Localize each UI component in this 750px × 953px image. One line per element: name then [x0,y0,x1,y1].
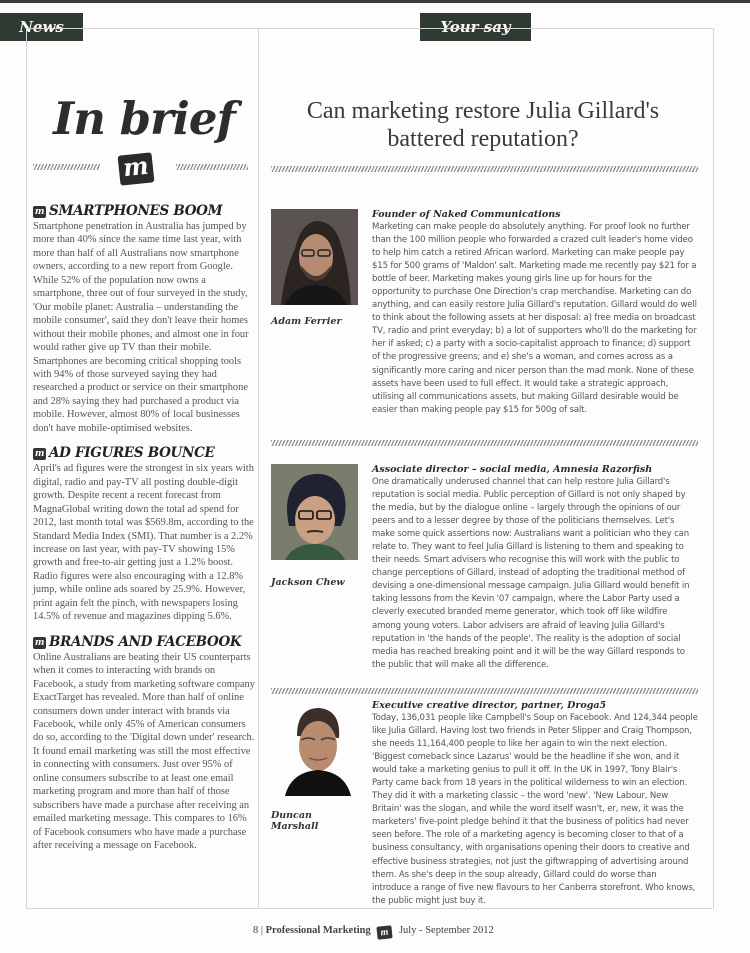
hatch-rule [271,440,698,446]
brief-item [33,203,257,435]
author-name: Duncan Marshall [271,810,319,832]
portrait-jackson-chew [271,464,358,560]
entry-text: Marketing can make people do absolutely anything. For proof look no further than the 100 million people who forwarded a crazed cult leader's home video to help him catch a retired African warlord. Marketing can make people pay $15 for 500 grams of 'Maldon' salt. Marketing made me recently pay $21 for a bottle of beer. Marketing makes young girls line up for hours for the opportunity to purchase One Direction's crap merchandise. Marketing can do anything, and can easily restore Julia Gillard's reputation. Gillard would do well to think about the following assets at her disposal: a) free media on broadcast TV, radio and print everyday; b) a lot of supporters who'll do the marketing for her if asked; c) a party with a socio-capitalist approach to finance; d) support of the progressive greens; and e) she's a woman, and comes across as a significantly more caring and nicer person than the mad monk. None of these assets have been used to full effect. It would take a strategic approach, utilising all communications assets, but making Gillard desirable would be easier than making people pay $15 for 500g of salt. [372,222,697,415]
m-bullet-icon: m [34,637,45,648]
brief-heading-text: AD FIGURES BOUNCE [49,445,215,462]
entry-body [372,700,698,908]
footer-separator: | [260,925,263,936]
hatch-rule [271,688,698,694]
author-role: Associate director – social media, Amnesia Razorfish [372,464,653,475]
m-logo-icon: m [118,152,155,185]
brief-item [33,634,257,853]
entry-text: One dramatically underused channel that can help restore Julia Gillard's reputation is social media. Public perception of Gillard is not only shaped by the media, but by the dialogue online – largely through the opinions of our peers and to a lesser degree by those of the politicians themselves. Let's make some quick assertions now: Australians want a politician who they can relate to. They want to feel Julia Gillard is listening to them and speaking to their needs. Smart advisers who recognise this will work with the public to change perceptions of Gillard, instead of adopting the traditional method of devising a one-dimensional message campaign. Julia Gillard would benefit in taking lessons from the Kevin '07 campaign, where the Labor Party used a cleverly executed branded meme generator, which took off like wildfire among young voters. Labor advisers are afraid of leaving Julia Gillard's reputation in 'the hands of the people'. The reality is the adoption of social media has reached breaking point and it will be the way Gillard responds to the public that will make all the difference. [372,477,690,670]
author-name: Jackson Chew [271,577,345,588]
portrait-photo [271,700,358,796]
brief-item [33,445,257,623]
author-role: Founder of Naked Communications [372,209,561,220]
brief-body: Smartphone penetration in Australia has jumped by more than 40% since the same time last year, with more than half of all Australians now smartphone owners, according to a new report from Google. While 52% of the population now owns a smartphone, three out of four surveyed in the study, 'Our mobile planet: Australia – understanding the mobile consumer', said they don't leave their homes without their mobile phones, and almost one in four would rather give up TV than their mobile. Smartphones are becoming critical shopping tools with 94% of those surveyed saying they had researched a product or service on their smartphone and 28% saying they had purchased a product via mobile. However, almost 80% of local businesses don't have mobile-optimised websites. [33,221,249,434]
section-tag-your-say: Your say [420,13,531,41]
brief-heading [33,203,257,220]
hatch-rule [176,164,248,170]
brief-body: April's ad figures were the strongest in six years with digital, radio and pay-TV all posting double-digit growth. Despite recent a recent forecast from MagnaGlobal writing down the total ad spend for 2012, last month total was $569.8m, according to the Standard Media Index (SMI). That number is a 2.2% increase on last year, with pay-TV showing 15% growth and free-to-air getting just a 1.2% boost. Radio figures were also encouraging with a 12.8% jump, while online ads soared by 25.9%. However, print again felt the pinch, with newspapers losing 14.5% of revenue and magazines dipping 5.6%. [33,463,254,623]
entry-body [372,464,698,672]
portrait-duncan-marshall [271,700,358,796]
entry-text: Today, 136,031 people like Campbell's Soup on Facebook. And 124,344 people like Julia Gillard. Having lost two friends in Peter Slipper and Craig Thompson, she needs 11,164,400 people to like her again to win the next election. 'Biggest comeback since Lazarus' would be the headline if she won, and it would take a marketing genius to pull it off. In the UK in 1997, Tony Blair's Party came back from 18 years in the political wilderness to win an election. They did it with a marketing classic – the word 'new'. 'New Labour, New Britain' was the slogan, and while the word itself wasn't, er, new, it was the marketers' five-point pledge behind it that the business of politics had never seen before. The role of a marketing agency is becoming closer to that of a business consultancy, with organisations opening their doors to creative and effective business strategies, not just the giftwrapping of advertising around them. As she's deep in the soup already, Gillard could do worse than introduce a range of five new flavours to her Canberra storefront. Who knows, the public might just buy it. [372,713,698,906]
entry-body [372,209,698,417]
author-role: Executive creative director, partner, Droga5 [372,700,607,711]
page-footer [253,925,494,939]
page-number: 8 [253,925,259,936]
publication-name: Professional Marketing [265,925,371,936]
portrait-adam-ferrier [271,209,358,305]
frame-bottom-rule [26,908,712,909]
brief-heading [33,445,257,462]
portrait-photo [271,464,358,560]
brief-body: Online Australians are beating their US counterparts when it comes to interacting with brands on Facebook, a study from marketing software company ExactTarget has revealed. More than half of online consumers down under interact with brands via Facebook, while only 45% of American consumers do so, according to the 'Digital down under' research. It found email marketing was still the most effective in connecting with consumers. Just over 95% of online consumers subscribe to at least one email marketing program and more than half of those subscribers have made a purchase after receiving an emailed marketing message. This compares to 16% of Facebook consumers who have made a purchase after receiving a message on Facebook. [33,651,255,852]
author-name: Adam Ferrier [271,316,342,327]
in-brief-title: In brief [53,92,235,145]
brief-heading-text: BRANDS AND FACEBOOK [49,633,242,650]
m-bullet-icon: m [34,449,45,460]
m-logo-icon: m [377,925,393,939]
hatch-rule [271,166,698,172]
in-brief-list [33,203,257,862]
issue-date: July - September 2012 [398,925,494,936]
hatch-rule [33,164,100,170]
portrait-photo [271,209,358,305]
top-rule [0,0,750,3]
brief-heading [33,634,257,651]
section-tag-news: News [0,13,83,41]
m-bullet-icon: m [34,207,45,217]
page-headline: Can marketing restore Julia Gillard's battered reputation? [306,98,660,152]
brief-heading-text: SMARTPHONES BOOM [49,203,223,219]
in-brief-divider [33,152,248,186]
